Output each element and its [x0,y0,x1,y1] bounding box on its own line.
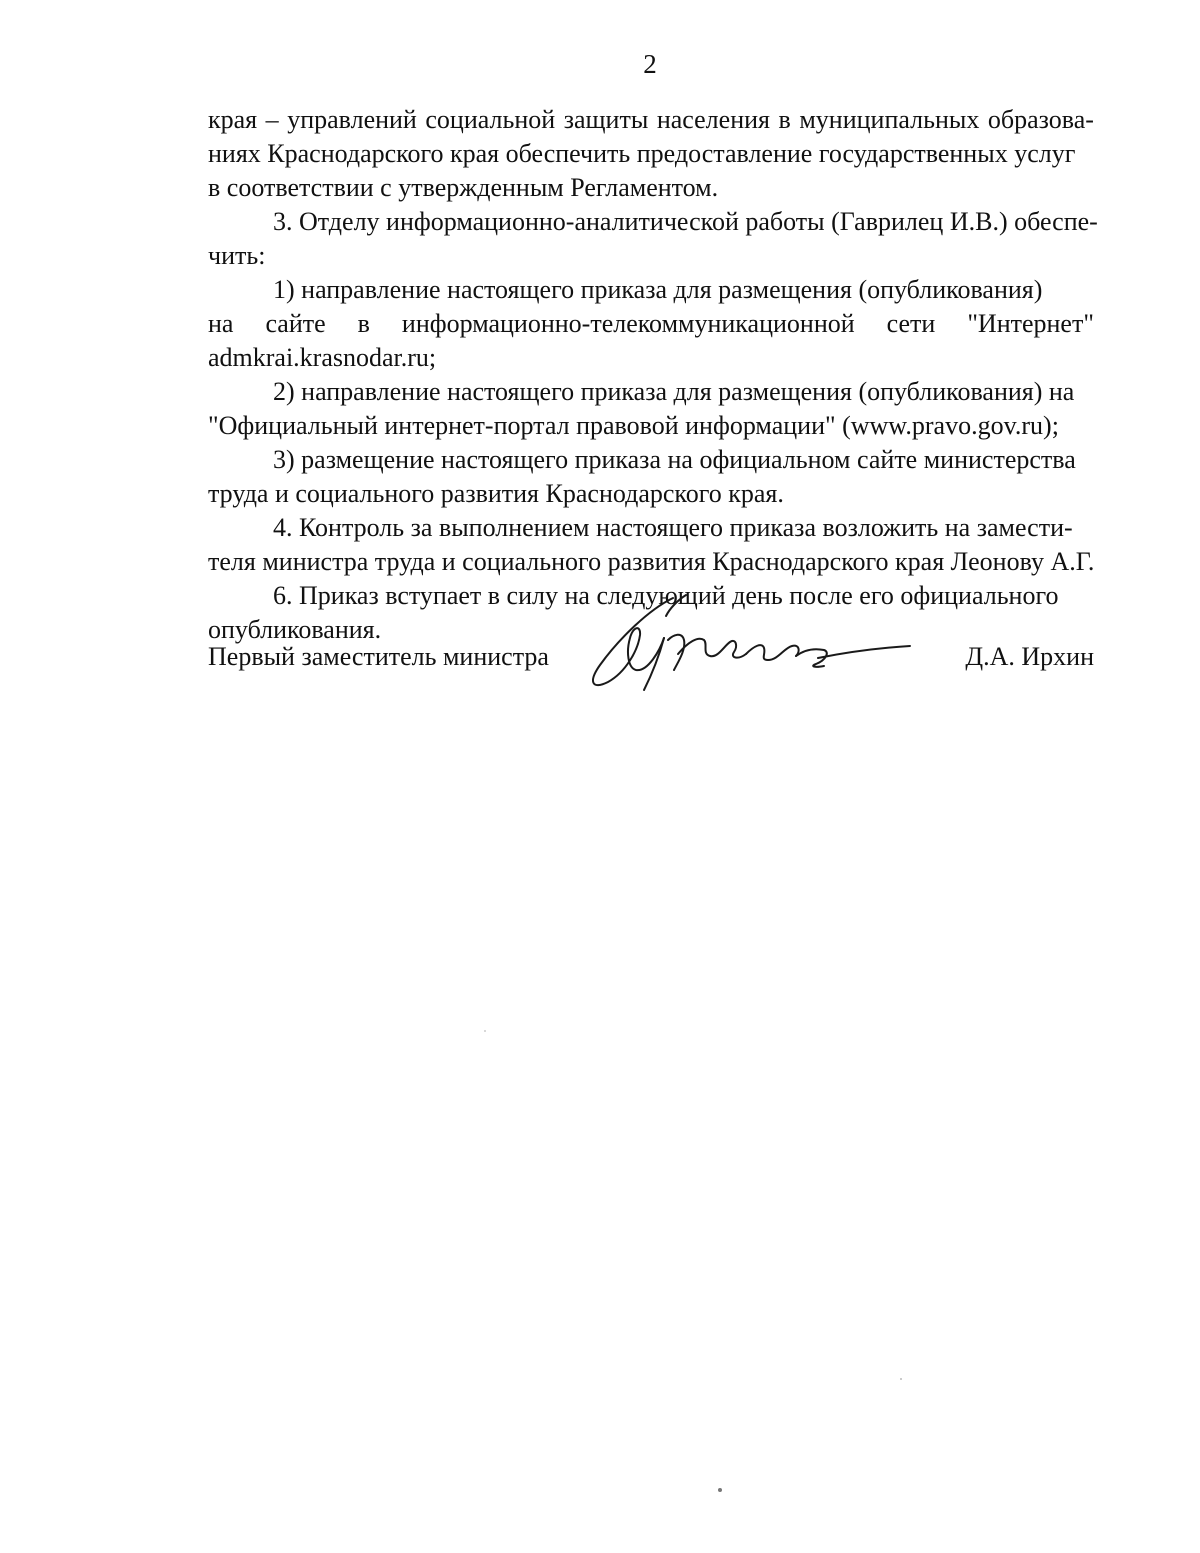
word: муниципальных [799,105,980,134]
word: "Интернет" [967,309,1094,338]
text-line: 4. Контроль за выполнением настоящего приказа возложить на замести- [273,513,1073,542]
scan-speck [484,1030,486,1032]
handwritten-signature-icon [578,590,928,700]
text-line: 3) размещение настоящего приказа на официальном сайте министерства [273,445,1076,474]
text-line: чить: [208,241,266,270]
word: в [778,105,791,134]
word: сайте [265,309,326,338]
word: образова- [987,105,1094,134]
word: края [208,105,258,134]
word: на [208,309,234,338]
text-line: теля министра труда и социального развития Краснодарского края Леонову А.Г. [208,547,1095,576]
paragraph-3 [208,273,1094,375]
scan-speck [900,1378,902,1380]
signature-block [208,590,1094,710]
signatory-name: Д.А. Ирхин [965,642,1094,671]
word: в [357,309,370,338]
text-line: admkrai.krasnodar.ru; [208,343,437,372]
word: информационно-телекоммуникационной [401,309,855,338]
text-line: в соответствии с утвержденным Регламентом. [208,173,719,202]
text-line [208,103,1094,137]
word: – [265,105,279,134]
text-line: "Официальный интернет-портал правовой информации" (www.pravo.gov.ru); [208,411,1059,440]
text-line: 6. Приказ вступает в силу на следующий день после его официального [273,581,1059,610]
text-line: опубликования. [208,615,382,644]
paragraph-6 [208,511,1094,579]
text-line: 3. Отделу информационно-аналитической работы (Гаврилец И.В.) обеспе- [273,207,1098,236]
word: социальной [425,105,556,134]
paragraph-1 [208,103,1094,205]
document-body [208,103,1098,647]
text-line: 2) направление настоящего приказа для размещения (опубликования) на [273,377,1075,406]
text-line: труда и социального развития Краснодарского края. [208,479,784,508]
paragraph-5 [208,443,1094,511]
paragraph-4 [208,375,1094,443]
text-line: ниях Краснодарского края обеспечить предоставление государственных услуг [208,139,1076,168]
paragraph-2 [208,205,1098,273]
text-line [208,307,1094,341]
word: защиты [563,105,649,134]
word: сети [886,309,936,338]
signatory-position: Первый заместитель министра [208,642,549,671]
text-line: 1) направление настоящего приказа для размещения (опубликования) [273,275,1043,304]
word: населения [656,105,770,134]
word: управлений [287,105,417,134]
page-number: 2 [643,49,657,79]
scan-speck [718,1488,722,1492]
